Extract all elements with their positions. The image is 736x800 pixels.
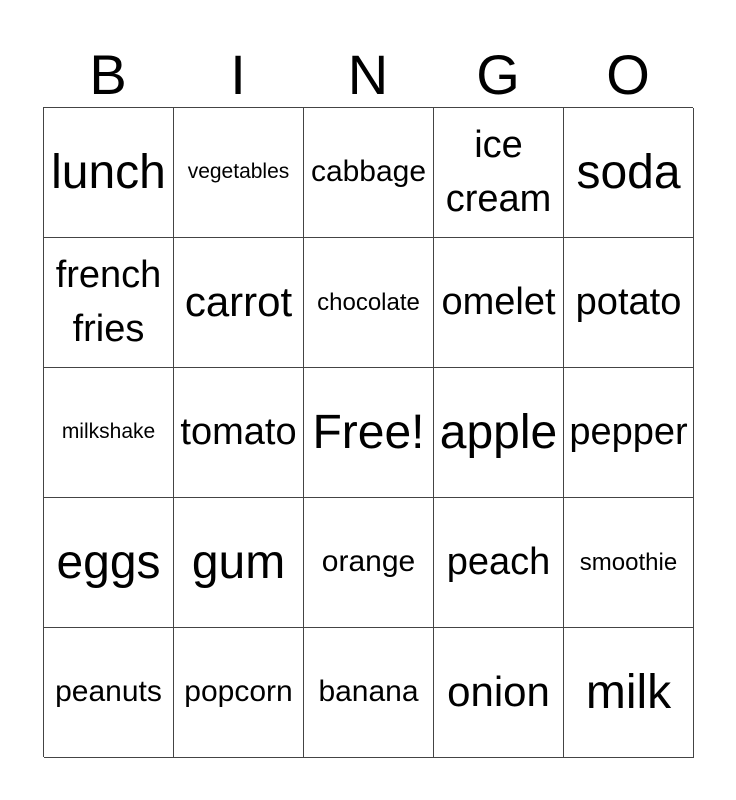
bingo-cell[interactable]: tomato: [174, 368, 304, 498]
bingo-grid: [43, 107, 693, 757]
header-letter-i: I: [230, 43, 246, 106]
bingo-header: [43, 42, 693, 108]
bingo-cell[interactable]: onion: [434, 628, 564, 758]
bingo-cell[interactable]: orange: [304, 498, 434, 628]
bingo-cell[interactable]: eggs: [44, 498, 174, 628]
free-space-cell[interactable]: Free!: [304, 368, 434, 498]
bingo-cell[interactable]: vegetables: [174, 108, 304, 238]
bingo-cell[interactable]: chocolate: [304, 238, 434, 368]
header-letter-n: N: [347, 43, 389, 106]
bingo-cell[interactable]: potato: [564, 238, 694, 368]
bingo-cell[interactable]: banana: [304, 628, 434, 758]
header-letter-b: B: [89, 43, 127, 106]
bingo-cell[interactable]: omelet: [434, 238, 564, 368]
bingo-cell[interactable]: popcorn: [174, 628, 304, 758]
bingo-cell[interactable]: ice cream: [434, 108, 564, 238]
bingo-cell[interactable]: lunch: [44, 108, 174, 238]
bingo-cell[interactable]: apple: [434, 368, 564, 498]
bingo-cell[interactable]: soda: [564, 108, 694, 238]
bingo-cell[interactable]: carrot: [174, 238, 304, 368]
bingo-cell[interactable]: milkshake: [44, 368, 174, 498]
header-letter-o: O: [606, 43, 650, 106]
bingo-cell[interactable]: peach: [434, 498, 564, 628]
bingo-cell[interactable]: pepper: [564, 368, 694, 498]
header-letter-g: G: [476, 43, 520, 106]
bingo-cell[interactable]: gum: [174, 498, 304, 628]
bingo-cell[interactable]: cabbage: [304, 108, 434, 238]
bingo-cell[interactable]: smoothie: [564, 498, 694, 628]
bingo-cell[interactable]: milk: [564, 628, 694, 758]
bingo-cell[interactable]: peanuts: [44, 628, 174, 758]
bingo-cell[interactable]: french fries: [44, 238, 174, 368]
